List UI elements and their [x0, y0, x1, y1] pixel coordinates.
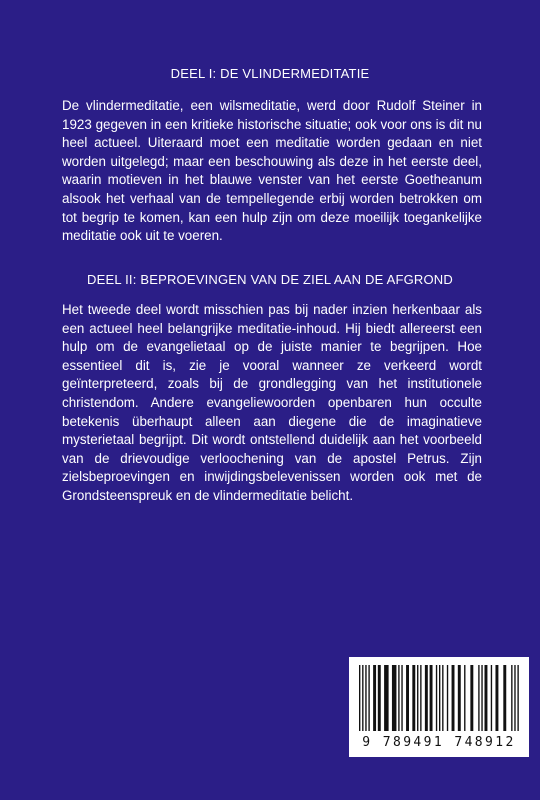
isbn-number: 9 789491 748912 — [362, 735, 516, 750]
barcode-bar — [365, 665, 366, 731]
barcode-bar — [430, 665, 433, 731]
barcode-bar — [378, 665, 381, 731]
barcode-bar — [452, 665, 455, 731]
barcode-bar — [458, 665, 461, 731]
barcode-bar — [359, 665, 360, 731]
barcode-bar — [495, 665, 498, 731]
barcode-bars — [359, 665, 519, 731]
barcode-bar — [514, 665, 515, 731]
barcode-bar — [478, 665, 479, 731]
barcode-bar — [368, 665, 369, 731]
barcode-bar — [470, 665, 473, 731]
barcode-bar — [439, 665, 440, 731]
section-2-heading: DEEL II: BEPROEVINGEN VAN DE ZIEL AAN DE AFGROND — [87, 272, 453, 287]
barcode-bar — [373, 665, 376, 731]
barcode-bar — [401, 665, 402, 731]
section-1-heading: DEEL I: DE VLINDERMEDITATIE — [170, 66, 370, 81]
barcode-bar — [503, 665, 506, 731]
barcode-bar — [442, 665, 443, 731]
section-1-paragraph: De vlindermeditatie, een wilsmeditatie, werd door Rudolf Steiner in 1923 gegeven in een kritieke historische situatie; ook voor ons is dit nu heel actueel. Uiteraard moet een meditatie worden gedaan en niet worden uitgelegd; maar een beschouwing als deze in het eerste deel, waarin motieven in het blauwe venster van het eerste Goetheanum alsook het verhaal van de tempellegende erbij worden betrokken om tot begrip te komen, kan een hulp zijn om deze moeilijk toegankelijke meditatie ook uit te voeren. — [62, 98, 482, 244]
barcode-bar — [425, 665, 428, 731]
barcode — [349, 657, 529, 757]
barcode-bar — [491, 665, 492, 731]
barcode-bar — [484, 665, 487, 731]
barcode-bar — [406, 665, 409, 731]
barcode-bar — [362, 665, 363, 731]
barcode-bar — [412, 665, 415, 731]
barcode-graphic — [359, 665, 519, 731]
barcode-bar — [464, 665, 465, 731]
barcode-bar — [447, 665, 448, 731]
barcode-bar — [511, 665, 512, 731]
barcode-bar — [436, 665, 437, 731]
section-2-paragraph: Het tweede deel wordt misschien pas bij nader inzien herkenbaar als een actueel heel belangrijke meditatie-inhoud. Hij biedt allereerst een hulp om de evangelietaal op de juiste manier te begrijpen. Hoe essentieel dit is, zie je vooral wanneer ze verkeerd wordt geïnterpreteerd, zoals bij de grondlegging van het institutionele christendom. Andere evangeliewoorden openbaren hun occulte betekenis überhaupt alleen aan diegene die de imaginatieve mysterietaal begrijpt. Dit wordt ontstellend duidelijk aan het voorbeeld van de drievoudige verloochening van de apostel Petrus. Zijn zielsbeproevingen en inwijdingsbelevenissen worden ook met de Grondsteenspreuk en de vlindermeditatie belicht. — [62, 302, 482, 503]
barcode-bar — [384, 665, 389, 731]
barcode-bar — [420, 665, 421, 731]
barcode-bar — [481, 665, 482, 731]
barcode-bar — [398, 665, 399, 731]
barcode-bar — [392, 665, 397, 731]
barcode-bar — [517, 665, 518, 731]
barcode-bar — [417, 665, 418, 731]
